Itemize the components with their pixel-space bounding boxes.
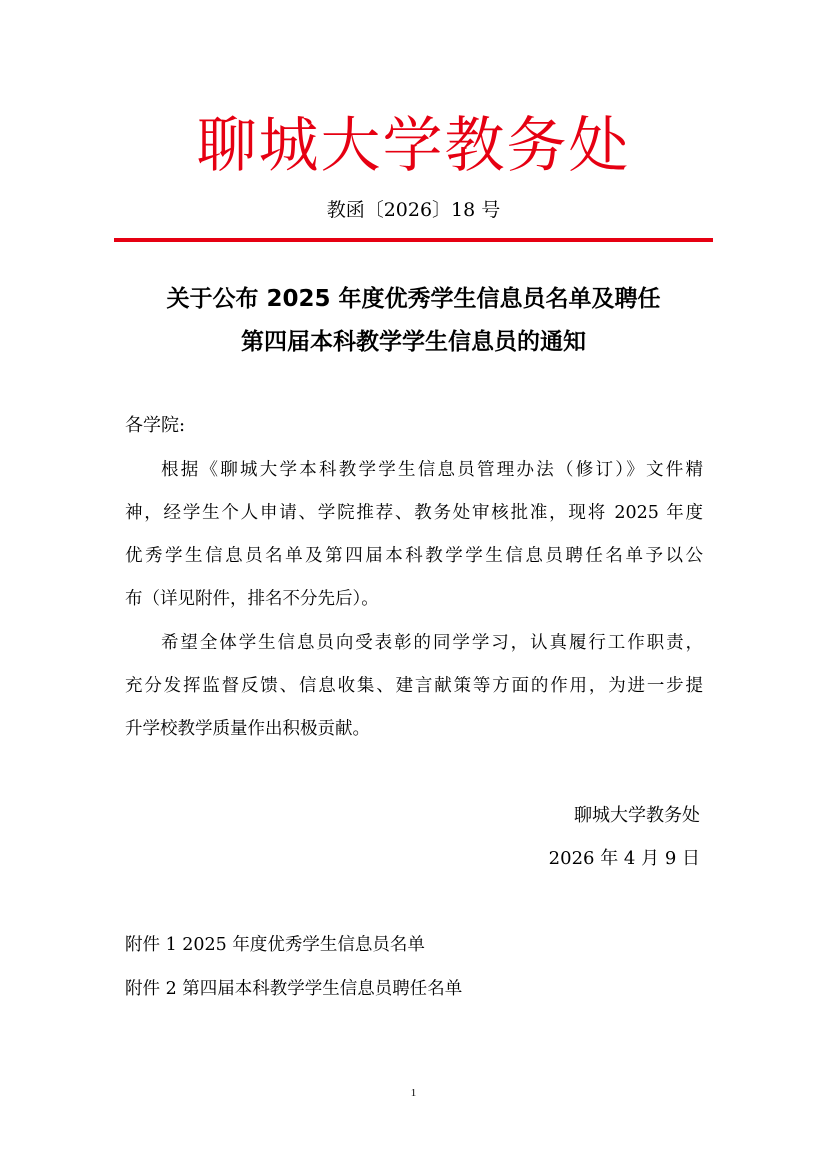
paragraph-line: 希望全体学生信息员向受表彰的同学学习，认真履行工作职责， [161, 633, 703, 653]
notice-title-line-1: 关于公布 2025 年度优秀学生信息员名单及聘任 [166, 286, 661, 312]
masthead-issuer: 聊城大学教务处 [196, 111, 631, 181]
salutation: 各学院: [125, 415, 186, 436]
paragraph-line: 根据《聊城大学本科教学学生信息员管理办法（修订）》文件精 [161, 460, 703, 480]
attachment-1: 附件 1 2025 年度优秀学生信息员名单 [125, 935, 425, 955]
red-divider-rule [114, 238, 713, 242]
paragraph-line: 布（详见附件，排名不分先后）。 [125, 589, 379, 609]
paragraph-line: 神，经学生个人申请、学院推荐、教务处审核批准，现将 2025 年度 [125, 503, 703, 523]
attachment-2: 附件 2 第四届本科教学学生信息员聘任名单 [125, 979, 463, 999]
paragraph-line: 充分发挥监督反馈、信息收集、建言献策等方面的作用，为进一步提 [125, 676, 703, 696]
page-number: 1 [410, 1087, 417, 1099]
paragraph-line: 升学校教学质量作出积极贡献。 [125, 719, 370, 739]
notice-title-line-2: 第四届本科教学学生信息员的通知 [241, 329, 586, 355]
signature-date: 2026 年 4 月 9 日 [548, 848, 700, 869]
signature-organization: 聊城大学教务处 [574, 805, 700, 826]
document-number: 教函〔2026〕18 号 [326, 199, 501, 221]
paragraph-line: 优秀学生信息员名单及第四届本科教学学生信息员聘任名单予以公 [125, 546, 703, 566]
